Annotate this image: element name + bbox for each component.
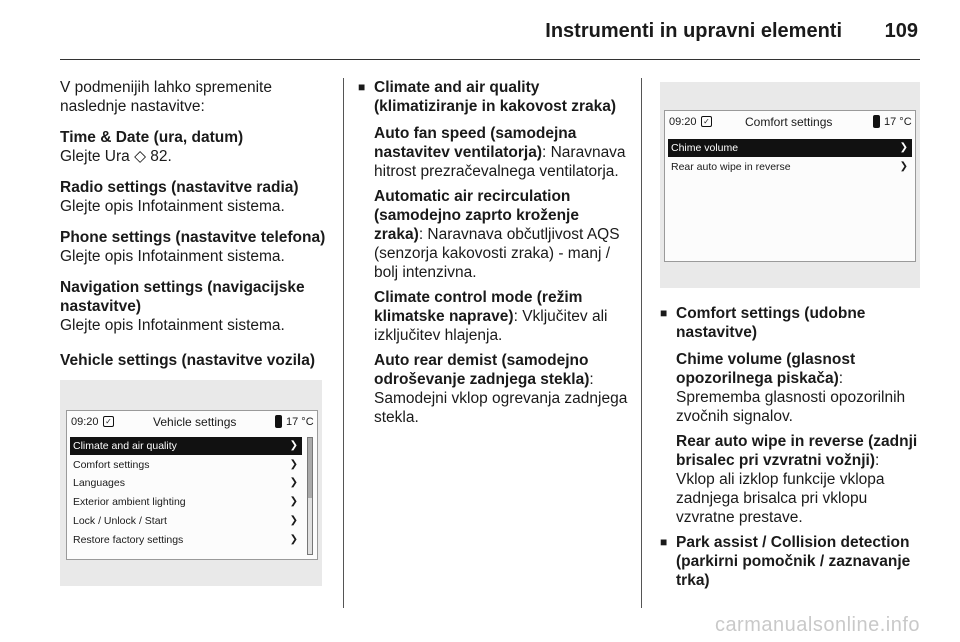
clock-text: 09:20 bbox=[71, 416, 99, 428]
vehicle-settings-screen-image bbox=[60, 380, 322, 586]
scrollbar[interactable] bbox=[307, 437, 313, 555]
menu-item-restore-factory[interactable]: Restore factory settings ❯ bbox=[70, 531, 302, 549]
comfort-items bbox=[660, 350, 922, 527]
screen-title: Comfort settings bbox=[745, 115, 833, 129]
column-1 bbox=[60, 78, 330, 382]
section-title: Navigation settings (navigacijske nastavitve) bbox=[60, 279, 305, 315]
item-rear-demist: Auto rear demist (samodejno odroševanje zadnjega stekla): Samodejni vklop ogrevanja zadnjega stekla. bbox=[374, 352, 628, 426]
menu-item-climate[interactable]: Climate and air quality ❯ bbox=[70, 437, 302, 455]
item-air-recirculation: Automatic air recirculation (samodejno zaprto kroženje zraka): Naravnava občutljivost AQS (senzorja kakovosti zraka) - manj / bolj intenzivna. bbox=[374, 188, 620, 281]
section-title: Phone settings (nastavitve telefona) bbox=[60, 229, 326, 246]
bullet-climate: ■ Climate and air quality (klimatiziranje in kakovost zraka) bbox=[358, 78, 632, 116]
item-chime-volume: Chime volume (glasnost opozorilnega piskača): Sprememba glasnosti opozorilnih zvočnih signalov. bbox=[676, 351, 906, 425]
intro-text: V podmenijih lahko spremenite naslednje nastavitve: bbox=[60, 79, 272, 115]
chevron-right-icon: ❯ bbox=[899, 161, 908, 172]
column-2 bbox=[358, 78, 632, 433]
column-divider-1 bbox=[343, 78, 344, 608]
temperature-text: 17 °C bbox=[884, 116, 912, 128]
chevron-right-icon: ❯ bbox=[289, 440, 298, 451]
section-title: Radio settings (nastavitve radia) bbox=[60, 179, 299, 196]
chevron-right-icon: ❯ bbox=[899, 142, 908, 153]
bullet-comfort: ■ Comfort settings (udobne nastavitve) bbox=[660, 304, 922, 342]
lcd-status-bar bbox=[67, 411, 317, 433]
item-climate-mode: Climate control mode (režim klimatske naprave): Vključitev ali izključitev hlajenja. bbox=[374, 289, 608, 344]
clock-text: 09:20 bbox=[669, 116, 697, 128]
column-divider-2 bbox=[641, 78, 642, 608]
section-radio bbox=[60, 178, 330, 216]
watermark-text: carmanualsonline.info bbox=[714, 614, 920, 636]
lcd-display bbox=[664, 110, 916, 262]
lcd-display bbox=[66, 410, 318, 560]
section-text: Glejte Ura ◇ 82. bbox=[60, 148, 172, 165]
temperature-text: 17 °C bbox=[286, 416, 314, 428]
vehicle-settings-title: Vehicle settings (nastavitve vozila) bbox=[60, 352, 315, 369]
column-3 bbox=[660, 304, 922, 598]
chevron-right-icon: ❯ bbox=[289, 496, 298, 507]
page-header bbox=[0, 0, 960, 62]
section-navigation bbox=[60, 278, 330, 335]
menu-item-lock-unlock[interactable]: Lock / Unlock / Start ❯ bbox=[70, 512, 302, 530]
section-text: Glejte opis Infotainment sistema. bbox=[60, 248, 285, 265]
status-icon: ✓ bbox=[103, 416, 114, 427]
climate-items bbox=[358, 124, 632, 427]
chevron-right-icon: ❯ bbox=[289, 459, 298, 470]
lcd-status-bar bbox=[665, 111, 915, 133]
menu-item-languages[interactable]: Languages ❯ bbox=[70, 474, 302, 492]
status-icon: ✓ bbox=[701, 116, 712, 127]
item-auto-fan: Auto fan speed (samodejna nastavitev ventilatorja): Naravnava hitrost prezračevalnega ventilatorja. bbox=[374, 125, 626, 180]
menu-item-rear-wipe[interactable]: Rear auto wipe in reverse ❯ bbox=[668, 158, 912, 176]
menu-item-chime-volume[interactable]: Chime volume ❯ bbox=[668, 139, 912, 157]
chevron-right-icon: ❯ bbox=[289, 534, 298, 545]
item-rear-wipe: Rear auto wipe in reverse (zadnji brisalec pri vzvratni vožnji): Vklop ali izklop funkcije vklopa zadnjega brisalca pri vklopu vzvratne prestave. bbox=[676, 433, 918, 526]
header-title: Instrumenti in upravni elementi bbox=[545, 20, 842, 42]
section-text: Glejte opis Infotainment sistema. bbox=[60, 198, 285, 215]
thermometer-icon bbox=[275, 415, 282, 428]
section-time-date bbox=[60, 128, 330, 166]
scroll-thumb[interactable] bbox=[308, 438, 312, 498]
chevron-right-icon: ❯ bbox=[289, 477, 298, 488]
thermometer-icon bbox=[873, 115, 880, 128]
chevron-right-icon: ❯ bbox=[289, 515, 298, 526]
section-text: Glejte opis Infotainment sistema. bbox=[60, 317, 285, 334]
comfort-settings-screen-image bbox=[660, 82, 920, 288]
section-phone bbox=[60, 228, 330, 266]
screen-title: Vehicle settings bbox=[153, 415, 237, 429]
section-title: Time & Date (ura, datum) bbox=[60, 129, 244, 146]
menu-item-exterior-lighting[interactable]: Exterior ambient lighting ❯ bbox=[70, 493, 302, 511]
bullet-park-assist: ■ Park assist / Collision detection (parkirni pomočnik / zaznavanje trka) bbox=[660, 533, 922, 590]
header-rule bbox=[60, 59, 920, 60]
menu-item-comfort[interactable]: Comfort settings ❯ bbox=[70, 456, 302, 474]
page-number: 109 bbox=[884, 20, 918, 42]
